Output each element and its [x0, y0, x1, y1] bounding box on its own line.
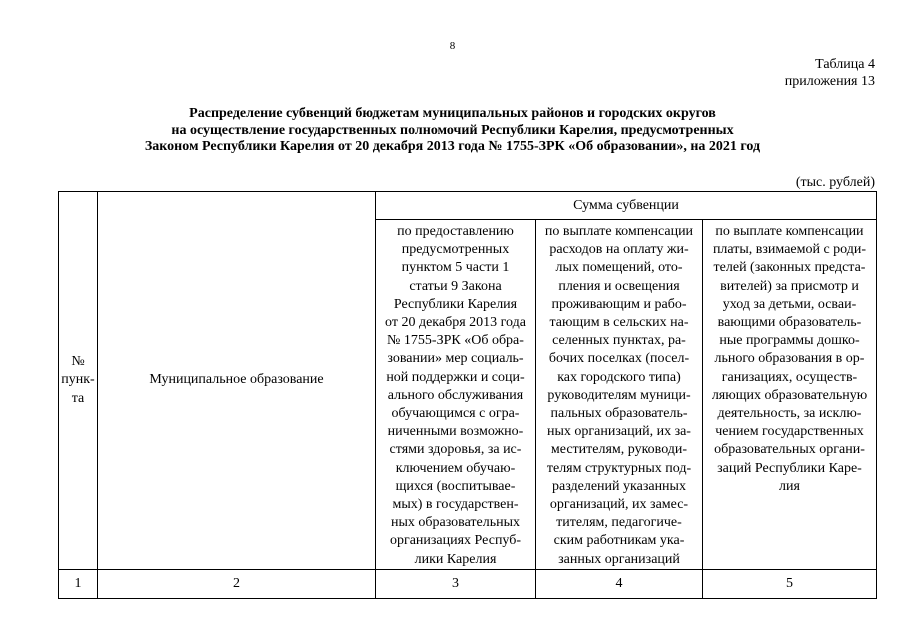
header-col-housing-compensation	[536, 220, 703, 570]
header-col-a-text: по предоставлению предусмотренных пунктом 5 части 1 статьи 9 Закона Республики Карелия от 20 декабря 2013 года № 1755-ЗРК «Об обра- зовании» мер социаль- ной поддержки и соци- ального обслуживания обучающимся с огра- ниченными возможно- стями здоровья, за ис- ключением обучаю- щихся (воспитывае- мых) в государствен- ных образовательных организациях Респуб- лики Карелия	[385, 224, 526, 567]
index-cell-3: 3	[376, 569, 536, 598]
index-cell-1: 1	[59, 569, 98, 598]
header-col-disabled-students	[376, 220, 536, 570]
table-row-index	[59, 569, 877, 598]
header-col-b-text: по выплате компенсации расходов на оплату жи- лых помещений, ото- пления и освещения проживающим и рабо- тающим в сельских на- селенных пунктах, ра- бочих поселках (посел- ках городского типа) руководителям муници- пальных образователь- ных организаций, их за- местителям, руководи- телям структурных под- разделений указанных организаций, их замес- тителям, педагогиче- ским работникам ука- занных организаций	[544, 224, 694, 567]
table-reference	[785, 56, 875, 90]
table-ref-line1: Таблица 4	[815, 57, 875, 72]
index-cell-5: 5	[703, 569, 877, 598]
header-municipality	[98, 192, 376, 570]
index-cell-2: 2	[98, 569, 376, 598]
subvention-table	[58, 191, 877, 599]
title-line3: Законом Республики Карелия от 20 декабря 2013 года № 1755-ЗРК «Об образовании», на 2021 год	[144, 139, 761, 154]
header-sum-group: Сумма субвенции	[376, 192, 877, 220]
index-cell-4: 4	[536, 569, 703, 598]
document-title	[60, 106, 845, 156]
page-number: 8	[449, 40, 456, 52]
title-line2: на осуществление государственных полномочий Республики Карелия, предусмотренных	[171, 122, 734, 138]
header-municipality-text: Муниципальное образование	[149, 372, 324, 388]
title-line1: Распределение субвенций бюджетам муниципальных районов и городских округов	[189, 106, 716, 121]
header-col-c-text: по выплате компенсации платы, взимаемой с роди- телей (законных предста- вителей) за присмотр и уход за детьми, осваи- вающими образователь- ные программы дошко- льного образования в ор- ганизациях, осуществ- ляющих образовательную деятельность, за исклю- чением государственных образовательных органи- заций Республики Каре- лия	[711, 224, 868, 494]
table-ref-line2: приложения 13	[784, 74, 875, 89]
header-item-number	[59, 192, 98, 570]
units-label: (тыс. рублей)	[795, 175, 875, 190]
header-row-group	[59, 192, 877, 220]
header-col-parent-fee-compensation	[703, 220, 877, 570]
header-item-number-text: № пунк- та	[61, 354, 95, 406]
